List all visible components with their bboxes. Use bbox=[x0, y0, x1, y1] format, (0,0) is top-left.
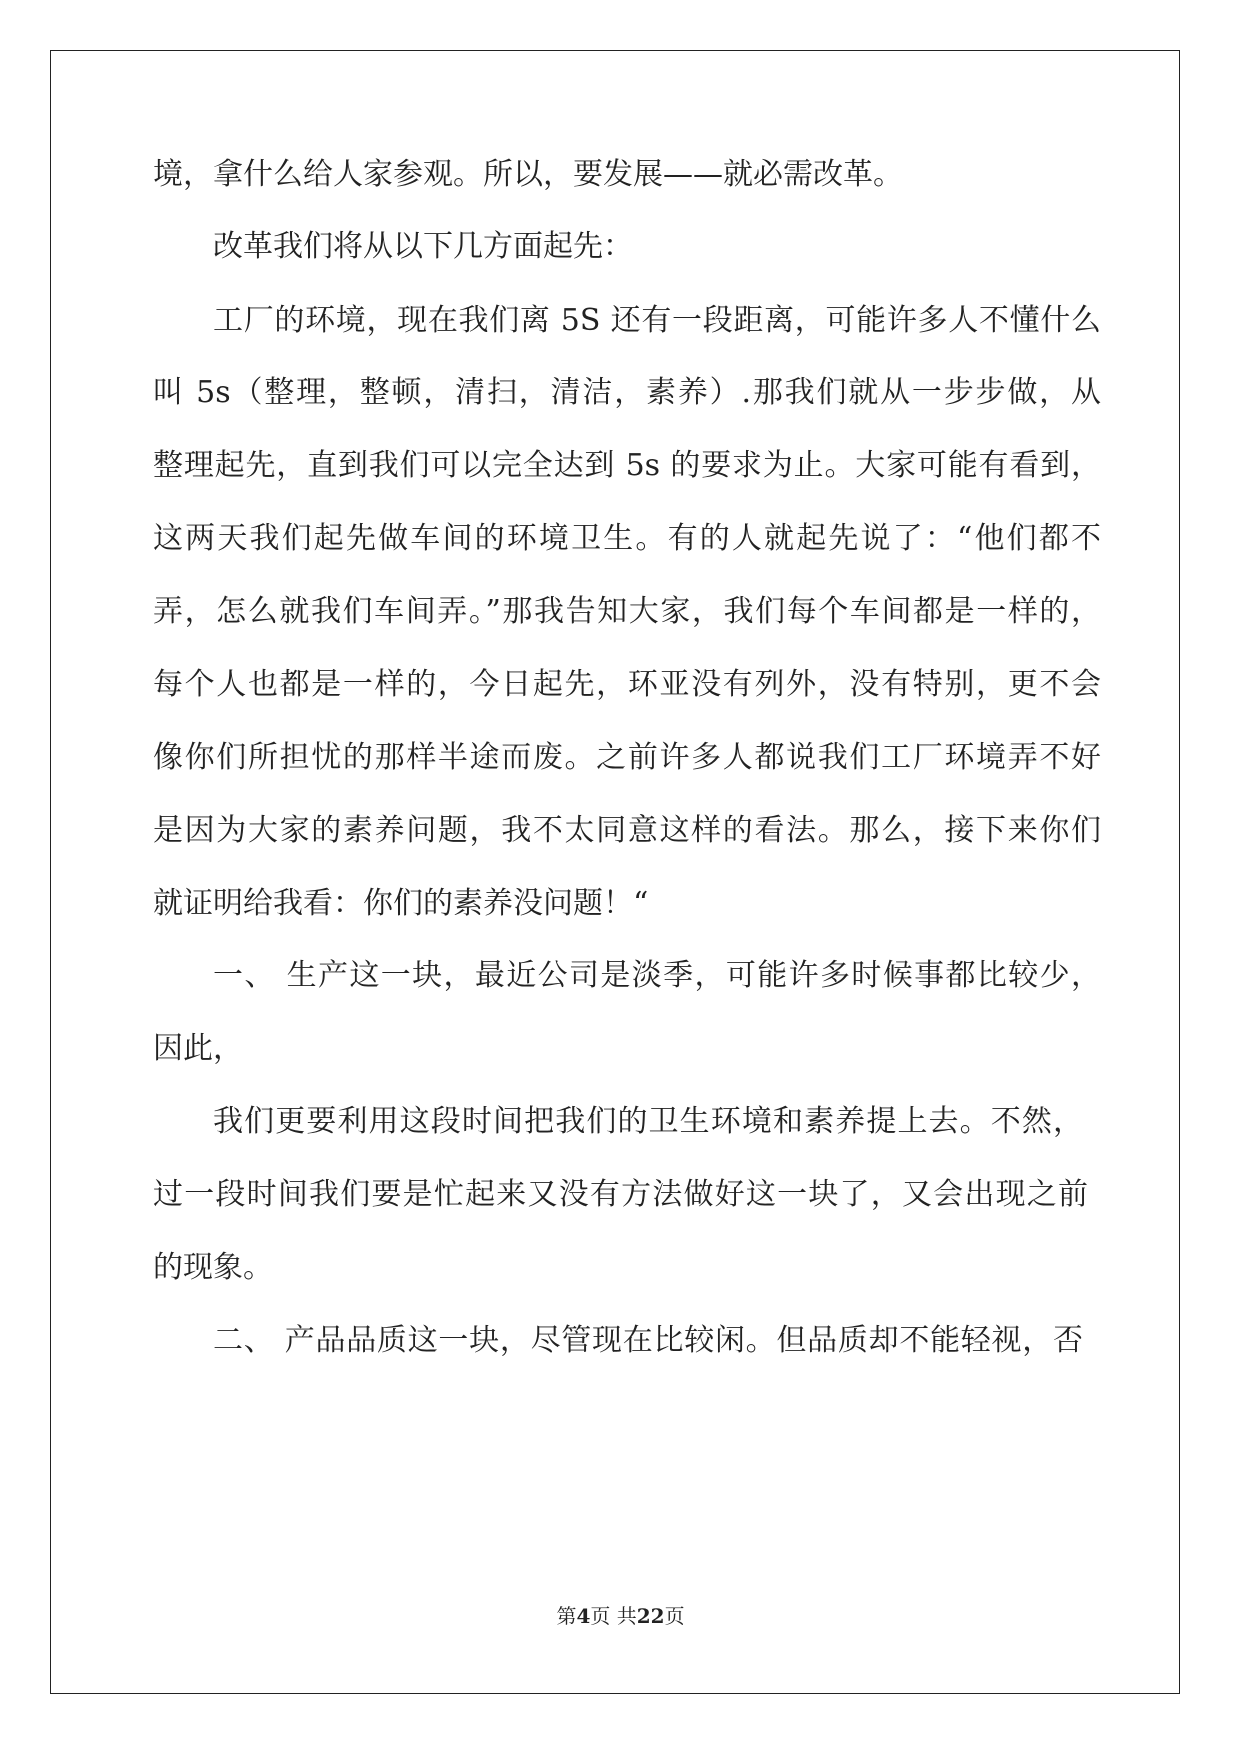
text-line-13: 因此， bbox=[153, 1031, 243, 1066]
page-footer bbox=[0, 1600, 1241, 1629]
text-line-8: 每个人也都是一样的，今日起先，环亚没有列外，没有特别，更不会 bbox=[153, 667, 1101, 702]
text-line-11: 就证明给我看：你们的素养没问题！“ bbox=[153, 886, 649, 921]
text-line-3: 工厂的环境，现在我们离 5S 还有一段距离，可能许多人不懂什么 bbox=[213, 303, 1101, 338]
text-line-15: 过一段时间我们要是忙起来又没有方法做好这一块了，又会出现之前 bbox=[153, 1177, 1088, 1212]
footer-suffix: 页 bbox=[664, 1604, 685, 1628]
text-line-6: 这两天我们起先做车间的环境卫生。有的人就起先说了：“他们都不 bbox=[153, 521, 1101, 556]
footer-page-number: 4 bbox=[576, 1604, 591, 1628]
text-line-12: 一、 生产这一块，最近公司是淡季，可能许多时候事都比较少， bbox=[213, 958, 1101, 993]
text-line-16: 的现象。 bbox=[153, 1250, 273, 1285]
text-line-7: 弄，怎么就我们车间弄。”那我告知大家，我们每个车间都是一样的， bbox=[153, 594, 1101, 629]
text-line-2: 改革我们将从以下几方面起先： bbox=[213, 229, 633, 264]
text-line-4: 叫 5s（整理，整顿，清扫，清洁，素养）.那我们就从一步步做，从 bbox=[153, 375, 1101, 410]
page-border bbox=[50, 50, 1180, 1694]
text-line-9: 像你们所担忧的那样半途而废。之前许多人都说我们工厂环境弄不好 bbox=[153, 740, 1101, 775]
text-line-5: 整理起先，直到我们可以完全达到 5s 的要求为止。大家可能有看到， bbox=[153, 448, 1101, 483]
text-line-14: 我们更要利用这段时间把我们的卫生环境和素养提上去。不然， bbox=[213, 1104, 1083, 1139]
footer-total-pages: 22 bbox=[636, 1604, 665, 1628]
footer-prefix: 第 bbox=[556, 1604, 577, 1628]
footer-mid: 页 共 bbox=[590, 1604, 637, 1628]
text-line-1: 境，拿什么给人家参观。所以，要发展——就必需改革。 bbox=[153, 157, 903, 192]
text-line-10: 是因为大家的素养问题，我不太同意这样的看法。那么，接下来你们 bbox=[153, 813, 1101, 848]
text-line-17: 二、 产品品质这一块，尽管现在比较闲。但品质却不能轻视，否 bbox=[213, 1323, 1083, 1358]
